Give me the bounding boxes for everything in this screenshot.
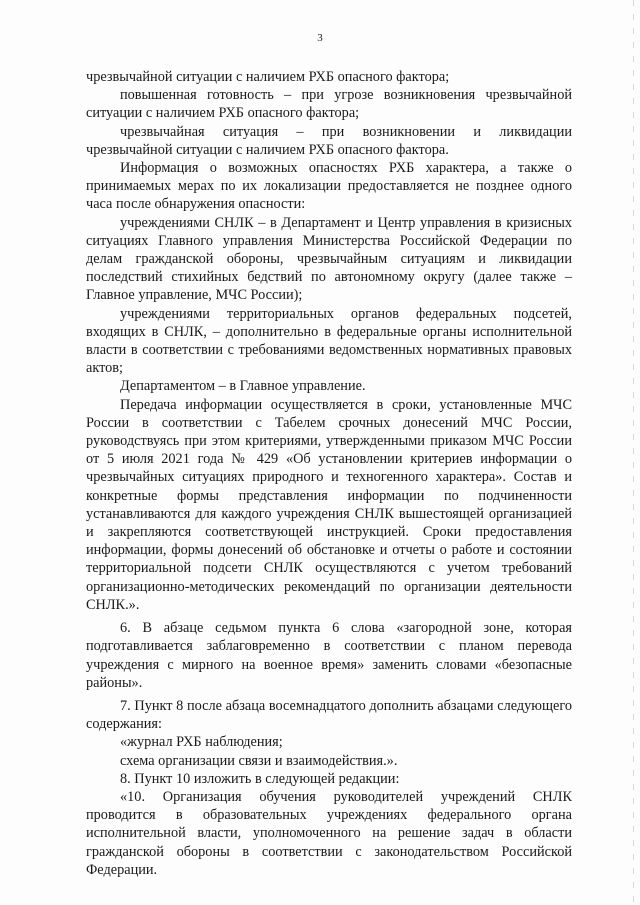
paragraph: Информация о возможных опасностях РХБ характера, а также о принимаемых мерах по их локализации предоставляется не позднее одного часа после обнаружения опасности: xyxy=(86,160,572,213)
paragraph: повышенная готовность – при угрозе возникновения чрезвычайной ситуации с наличием РХБ опасного фактора; xyxy=(86,87,572,122)
paragraph: схема организации связи и взаимодействия.». xyxy=(120,752,398,769)
page-number: 3 xyxy=(317,32,323,44)
paragraph: учреждениями территориальных органов федеральных подсетей, входящих в СНЛК, – дополнительно в федеральные органы исполнительной власти в соответствии с требованиями ведомственных нормативных правовых актов; xyxy=(86,305,572,377)
paragraph: 6. В абзаце седьмом пункта 6 слова «загородной зоне, которая подготавливается заблаговременно в соответствии с планом перевода учреждения с мирного на военное время» заменить словами «безопасные районы». xyxy=(86,620,572,691)
paragraph: 8. Пункт 10 изложить в следующей редакции: xyxy=(120,770,400,787)
paragraph: Департаментом – в Главное управление. xyxy=(120,378,366,395)
paragraph: 7. Пункт 8 после абзаца восемнадцатого дополнить абзацами следующего содержания: xyxy=(86,697,572,733)
document-body xyxy=(86,68,572,879)
paragraph: чрезвычайная ситуация – при возникновении и ликвидации чрезвычайной ситуации с наличием РХБ опасного фактора. xyxy=(86,123,572,158)
paragraph: учреждениями СНЛК – в Департамент и Центр управления в кризисных ситуациях Главного управления Министерства Российской Федерации по делам гражданской обороны, чрезвычайным ситуациям и ликвидации последствий стихийных бедствий по автономному округу (далее также – Главное управление, МЧС России); xyxy=(86,214,572,304)
scan-edge-line xyxy=(633,0,634,905)
paragraph: «10. Организация обучения руководителей учреждений СНЛК проводится в образовательных учреждениях федерального органа исполнительной власти, уполномоченного на решение задач в области гражданской обороны в соответствии с законодательством Российской Федерации. xyxy=(86,788,572,878)
paragraph: чрезвычайной ситуации с наличием РХБ опасного фактора; xyxy=(86,69,450,85)
paragraph: «журнал РХБ наблюдения; xyxy=(120,734,283,751)
paragraph: Передача информации осуществляется в сроки, установленные МЧС России в соответствии с Табелем срочных донесений МЧС России, руководствуясь при этом критериями, утвержденными приказом МЧС России от 5 июля 2021 года № 429 «Об установлении критериев информации о чрезвычайных ситуациях природного и техногенного характера». Состав и конкретные формы представления информации по подчиненности устанавливаются для каждого учреждения СНЛК вышестоящей организацией и закрепляются соответствующей инструкцией. Сроки предоставления информации, формы донесений об обстановке и отчеты о работе и состоянии территориальной подсети СНЛК осуществляются с учетом требований организационно-методических рекомендаций по организации деятельности СНЛК.». xyxy=(86,396,572,613)
